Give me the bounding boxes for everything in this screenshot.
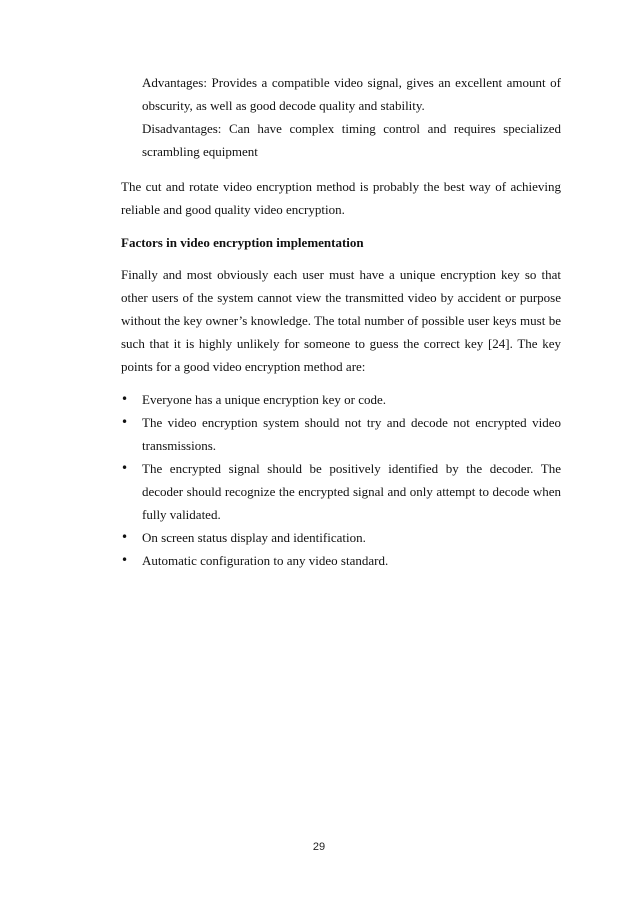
list-item-text: Everyone has a unique encryption key or code. [142, 392, 387, 407]
list-item-text: The encrypted signal should be positively identified by the decoder. The decoder should recognize the encrypted signal and only attempt to decode when fully validated. [142, 461, 561, 522]
list-item [121, 411, 561, 457]
page-number: 29 [312, 841, 326, 853]
bullet-icon: • [121, 461, 129, 475]
cut-rotate-paragraph: The cut and rotate video encryption method is probably the best way of achieving reliable and good quality video encryption. [121, 179, 561, 217]
factors-paragraph: Finally and most obviously each user must have a unique encryption key so that other users of the system cannot view the transmitted video by accident or purpose without the key owner’s knowledge. The total number of possible user keys must be such that it is highly unlikely for someone to guess the correct key [24]. The key points for a good video encryption method are: [121, 267, 561, 374]
disadvantages-paragraph: Disadvantages: Can have complex timing control and requires specialized scrambling equipment [142, 121, 561, 159]
advantages-paragraph: Advantages: Provides a compatible video signal, gives an excellent amount of obscurity, as well as good decode quality and stability. [142, 75, 561, 113]
bullet-icon: • [121, 530, 129, 544]
bullet-icon: • [121, 392, 129, 406]
list-item-text: On screen status display and identification. [142, 530, 366, 545]
list-item [121, 388, 561, 411]
list-item [121, 526, 561, 549]
page-content [121, 71, 561, 572]
key-points-list [121, 388, 561, 572]
list-item [121, 457, 561, 526]
list-item-text: Automatic configuration to any video standard. [142, 553, 389, 568]
bullet-icon: • [121, 553, 129, 567]
list-item [121, 549, 561, 572]
bullet-icon: • [121, 415, 129, 429]
section-heading: Factors in video encryption implementation [121, 235, 364, 250]
list-item-text: The video encryption system should not try and decode not encrypted video transmissions. [142, 415, 561, 453]
